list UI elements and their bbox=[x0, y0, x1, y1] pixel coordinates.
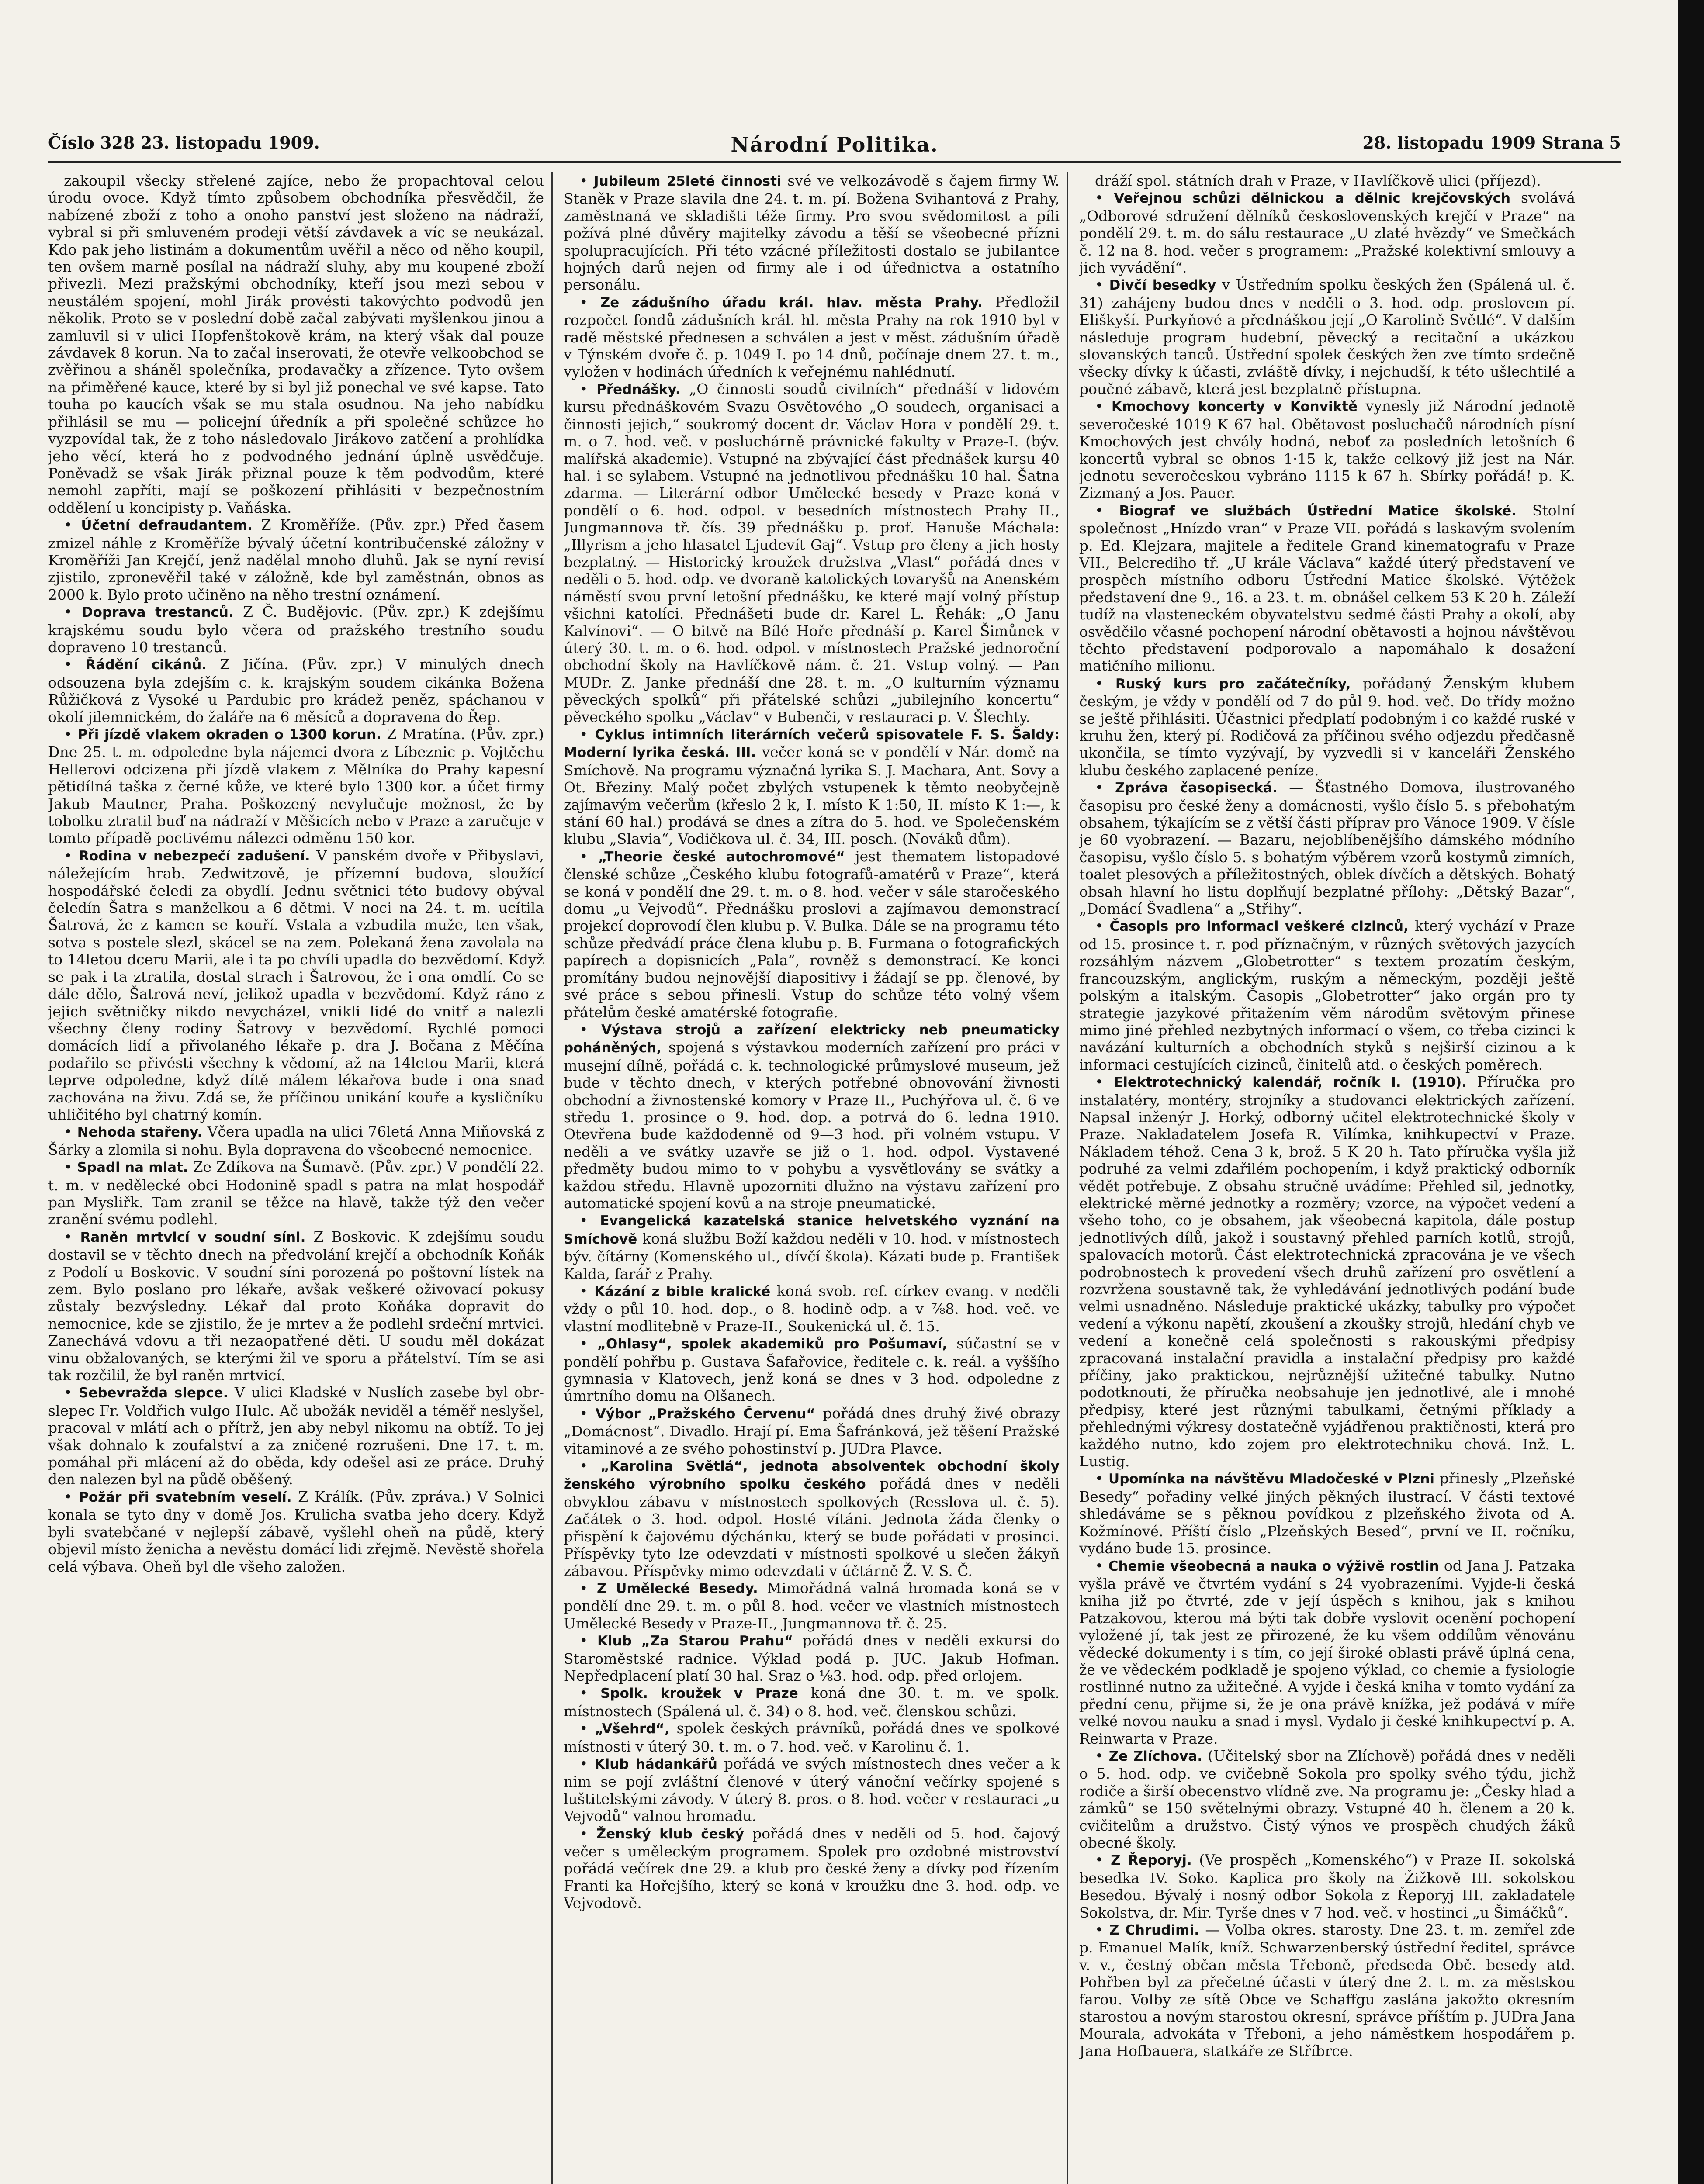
news-item bbox=[1079, 397, 1575, 501]
issue-number-date: Číslo 328 23. listopadu 1909. bbox=[48, 133, 320, 152]
item-marker: • bbox=[579, 726, 595, 743]
news-item-heading: Požár při svatebním veselí. bbox=[79, 1489, 292, 1505]
item-marker: • bbox=[64, 1384, 79, 1401]
news-item bbox=[48, 1158, 544, 1228]
news-item-text: v Ústředním spolku českých žen (Spálená ul. č. 31) zahájeny budou dnes v neděli o 3. hod. odp. proslovem pí. Eliškyší. Purkyňové a přednáškou její „O Karolině Světlé“. V dalším následuje program hudební, pěvecký a recitační a ukázkou slovanských tanců. Ústřední spolek českých žen zve tímto srdečně všecky dívky k účasti, zvláště dívky, i nejchudší, k této ušlechtilé a poučné zábavě, která jest bezplatně přístupna. bbox=[1079, 276, 1575, 397]
news-item bbox=[1079, 1747, 1575, 1851]
news-item-text: pořádá dnes druhý živé obrazy „Domácnost“. Divadlo. Hrají pí. Ema Šafránková, jež těšení Pražské vitaminové a ze svého pohostinství p. JUDra Plavce. bbox=[564, 1404, 1060, 1457]
news-item-text: pořádá dnes v neděli od 5. hod. čajový večer s uměleckým programem. Spolek pro ozdobné mistrovství pořádá večírek dne 29. a klub pro české ženy a dívky pod řízením Franti ka Hořejšího, který se koná v kroužku dne 3. hod. odp. ve Vejvodově. bbox=[564, 1825, 1060, 1912]
item-marker: • bbox=[579, 293, 600, 311]
news-item bbox=[48, 847, 544, 1123]
item-marker: • bbox=[1095, 917, 1110, 935]
news-item-text: V panském dvoře v Přibyslavi, náležejícím hrab. Zedwitzově, je přízemní budova, sloužící hospodářské čeledi za obydlí. Jednu světnici této budovy obýval čeledín Šatra s manželkou a 6 dětmi. V noci na 24. t. m. ucítila Šatrová, že z kamen se kouří. Vstala a vzbudila muže, ten však, sotva s postele slezl, skácel se na zem. Polekaná žena zavolala na to 14letou dceru Marii, ale i ta po chvíli upadla do bezvědomí. Když se pak i ta ztratila, dostal strach i Šatrovou, že i ona omdlí. Co se dále dělo, Šatrová neví, jelikož upadla v bezvědomí. Když ráno z jejich světničky nikdo nevycházel, vnikli lidé do vnitř a nalezli všechny členy rodiny Šatrovy v bezvědomí. Rychlé pomoci domácích lidí a přivolaného lékaře p. dra J. Bočana z Měčína podařilo se přivésti všechny k vědomí, až na 14letou Marii, která teprve odpoledne, když dítě málem lékařova bude i ona snad zachována na živu. Zdá se, že příčinou unikání kouře a kysličníku uhličitého byl chatrný komín. bbox=[48, 847, 544, 1123]
item-marker: • bbox=[1095, 1747, 1109, 1764]
news-item-text: (Učitelský sbor na Zlíchově) pořádá dnes v neděli o 5. hod. odp. ve cvičebně Sokola pro spolky svého týdu, jichž rodiče a širší obecenstvo vlídně zve. Na programu je: „Česky hlad a zámků“ se 150 světelnými obrazy. Vstupné 40 h. členem a 20 k. cvičitelům a družstvo. Čistý výnos ve prospěch chudých žáků obecné školy. bbox=[1079, 1747, 1575, 1851]
item-marker: • bbox=[579, 1632, 597, 1649]
news-item-text: zakoupil všecky střelené zajíce, nebo že propachtoval celou úrodu ovoce. Když tímto způsobem obchodníka přesvědčil, že nabízené zboží z toho a onoho panství jest složeno na nádraží, vybral si při smluveném prodeji větší závdavek a víc se neukázal. Kdo pak jeho listinám a dokumentům uvěřil a něco od něho koupil, ten ovšem marně posílal na nádraží sluhy, aby mu koupené zboží přivezli. Mezi pražskými obchodníky, kteří jsou mezi sebou v neustálém spojení, mohl Jirák provésti takovýchto podvodů jen několik. Proto se v poslední době začal zabývati myšlenkou jinou a zamluvil si v ulici Hopfenštokově krám, na který však dal pouze závdavek 8 korun. Na to začal inserovati, že otevře velkoobchod se zvěřinou a sháněl společníka, prodavačky a zřízence. Tyto ovšem na přiměřené kauce, které by si byl již ponechal ve své kapse. Tato touha po kaucích však se mu stala osudnou. Na jeho nabídku přihlásil se mu — policejní úředník a při společné schůzce ho vyzpovídal tak, že z toho následovalo Jirákovo zatčení a prohlídka jeho věcí, která ho z podvodného jednání úplně usvědčuje. Poněvadž se však Jirák přiznal pouze k těm podvodům, které nemohl zapříti, mají se poškození přihlásiti v bezpečnostním oddělení u koncipisty p. Vaňáska. bbox=[48, 172, 544, 516]
news-item-heading: Spolk. kroužek v Praze bbox=[600, 1686, 798, 1702]
column-3 bbox=[1079, 172, 1575, 2184]
item-marker: • bbox=[579, 1755, 595, 1772]
news-item-text: spojená s výstavkou moderních zařízení pro práci v musejní dílně, pořádá c. k. technologické průmyslové museum, jež bude v těchto dnech, v kterých potřebné obnovování živnosti obchodní a živnostenské komory v Praze II., Puchýřova ul. č. 6 ve středu 1. prosince o 9. hod. dop. a potrvá do 6. ledna 1910. Otevřena bude každodenně od 9—3 hod. při volném vstupu. V neděli a ve svátky uzavře se již o 1. hod. odpol. Vystavené předměty budou mimo to v pohybu a vysvětlovány se svátky a každou středu. Hlavně upozorniti dlužno na výstavu zařízení pro automatické spojení kovů a na stroje pneumatické. bbox=[564, 1039, 1060, 1212]
news-item-heading: Výbor „Pražského Červenu“ bbox=[595, 1406, 815, 1422]
news-item-heading: Ženský klub český bbox=[596, 1826, 744, 1842]
item-marker: • bbox=[64, 1123, 77, 1140]
news-item bbox=[1079, 502, 1575, 675]
news-item-text: súčastní se v pondělí pohřbu p. Gustava Šafařovice, ředitele c. k. reál. a vyššího gymnasia v Klatovech, jenž koná se dnes v 3 hod. odpoledne z úmrtního domu na Olšanech. bbox=[564, 1335, 1060, 1405]
news-item-text: — Volba okres. starosty. Dne 23. t. m. zemřel zde p. Emanuel Malík, kníž. Schwarzenberský ústřední ředitel, správce v. v., čestný občan města Třeboně, předseda Obč. besedy atd. Pohřben byl za přečetné účasti v úterý dne 2. t. m. za městskou farou. Volby ze sítě Obce ve Schaffgu zaslána jakožto okresním starostou a novým starostou okresní, správce příštím p. JUDra Jana Mourala, advokáta v Třeboni, a jeho náměstkem hospodářem p. Jana Hofbauera, statkáře ze Stříbrce. bbox=[1079, 1921, 1575, 2060]
news-item-text: pořádá ve svých místnostech dnes večer a k nim se pojí zvláštní členové v úterý vánoční večírky spojené s luštitelskými závody. V úterý 8. pros. o 8. hod. večer v restauraci „u Vejvodů“ valnou hromadu. bbox=[564, 1755, 1060, 1825]
news-item bbox=[48, 1228, 544, 1384]
news-item bbox=[564, 294, 1060, 380]
item-marker: • bbox=[1095, 189, 1114, 207]
item-marker: • bbox=[1095, 674, 1115, 692]
news-item bbox=[1079, 779, 1575, 917]
news-item-text: Příručka pro instalatéry, montéry, strojníky a studovanci elektrických zařízení. Napsal inženýr J. Horký, odborný učitel elektrotechnické školy v Praze. Nakladatelem Josefa R. Vilímka, knihkupectví v Praze. Nákladem téhož. Cena 3 k, brož. 5 K 20 h. Tato příručka vyšla již podruhé za velmi zdařilém pochopením, i když praktický odborník vědět potřebuje. Z obsahu stručně uvádíme: Přehled sil, jednotky, elektrické měrné jednotky a rozměry; vzorce, na výpočet vedení a všeho toho, co je obsahem, jak všeobecná kapitola, dále postup jednotlivých dílů, jakož i soustavný přehled parních kotlů, strojů, spalovacích motorů. Část elektrotechnická zpracována je ve všech podrobnostech k provedení všech druhů zařízení pro osvětlení a rozvržena soustavně tak, že vyhledávání jednotlivých podání bude velmi usnadněno. Následuje praktické ukázky, tabulky pro výpočet vedení a výkonu napětí, zkoušení a zkoušky strojů, hledání chyb ve vedení a konečně celá společnosti s rakouskými předpisy zpracovaná instalační pravidla a instalační předpisy pro každé příčiny, jako praktickou, nejrůznější užitečné tabulky. Nutno podotknouti, že příručka neobsahuje jen jednotlivé, ale i mnohé předpisy, které jest různými tabulkami, četnými příklady a přehlednými výkresy dostatečně vyjádřenou praktičnosti, která pro každého nutno, kdo zojem pro elektrotechniku chová. Inž. L. Lustig. bbox=[1079, 1073, 1575, 1470]
news-item-heading: Veřejnou schůzi dělnickou a dělnic krejčovských bbox=[1114, 190, 1511, 207]
news-item-text: svolává „Odborové sdružení dělníků československých krejčí v Praze“ na pondělí 29. t. m. do sálu restaurace „U zlaté hvězdy“ ve Smečkách č. 12 na 8. hod. večer s programem: „Pražské kolektivní smlouvy a jich vyvádění“. bbox=[1079, 189, 1575, 276]
news-item bbox=[1079, 1470, 1575, 1557]
news-item bbox=[1079, 675, 1575, 779]
news-item-text: spolek českých právníků, pořádá dnes ve spolkové místnosti v úterý 30. t. m. o 7. hod. več. v Karolinu č. 1. bbox=[564, 1720, 1060, 1755]
news-item bbox=[48, 726, 544, 847]
item-marker: • bbox=[579, 847, 599, 865]
news-item bbox=[48, 516, 544, 603]
item-marker: • bbox=[579, 1684, 601, 1702]
news-item-text: Z Kroměříže. (Pův. zpr.) Před časem zmizel náhle z Kroměříže bývalý účetní kontribučenské záložny v Kroměříži Jan Krejčí, jenž nadělal mnoho dluhů. Jak se nyní revisí zjistilo, zpronevěřil také v záložně, kde byl zaměstnán, obnos as 2000 k. Bylo proto učiněno na něho trestní oznámení. bbox=[48, 516, 544, 603]
news-item bbox=[1079, 917, 1575, 1073]
masthead bbox=[48, 130, 1621, 163]
news-item bbox=[1079, 1921, 1575, 2060]
news-item bbox=[564, 1021, 1060, 1212]
item-marker: • bbox=[64, 656, 86, 673]
news-item-heading: Cyklus intimních literárních večerů spisovatele F. S. Šaldy: Moderní lyrika česká. III. bbox=[564, 727, 1060, 761]
date-page-number: 28. listopadu 1909 Strana 5 bbox=[1362, 133, 1621, 152]
news-item-text: od Jana J. Patzaka vyšla právě ve čtvrtém vydání s 24 vyobrazeními. Vyjde-li česká kniha již po čtvrté, zde v její úspěch s knihou, jak s knihou Patzakovou, kterou má býti tak dobře vyslovit ocenění pochopení vyložené jí, tak jest ze přirozené, že ku všem oddílům věnovánu vědecké dokumenty i s tím, co její široké oblasti právě úplná cena, že ve vědeckém podkladě je spojeno výklad, co chemie a fysiologie rostlinné nutno za užitečné. A vyjde i česká kniha v tomto vydání za přední cenu, přijme si, že je ona právě knížka, jež podává v míře velké novou nauku a snad i mysl. Vydalo ji české knihkupectví p. A. Reinwarta v Praze. bbox=[1079, 1557, 1575, 1747]
news-item-heading: Časopis pro informaci veškeré cizinců, bbox=[1109, 919, 1409, 935]
news-item-heading: Rodina v nebezpečí zadušení. bbox=[79, 848, 310, 864]
news-item-heading: Chemie všeobecná a nauka o výživě rostlin bbox=[1108, 1558, 1439, 1574]
item-marker: • bbox=[1095, 1557, 1108, 1574]
item-marker: • bbox=[1095, 1470, 1109, 1487]
item-marker: • bbox=[64, 726, 78, 743]
news-item-text: Z Králík. (Pův. zpráva.) V Solnici konala se tyto dny v domě Jos. Krulicha svatba jeho dcery. Když byli svatebčané v nejlepší zábavě, vyšlehl oheň na půdě, který objevil místo ženicha a nevěstu domácí lidi zřejmě. Nevěstě shořela celá výbava. Oheň byl dle všeho založen. bbox=[48, 1488, 544, 1575]
news-item-text: V ulici Kladské v Nuslích zasebe byl obr-slepec Fr. Voldřich vulgo Hulc. Ač ubožák neviděl a téměř neslyšel, pracoval v mlátí ach o přítrž, jen aby nebyl nikomu na obtíž. To jej však dohnalo k zoufalství a za zničené rozrušeni. Dne 17. t. m. pomáhal při mlácení až do oběda, kdy odešel asi ze práce. Druhý den nalezen byl na půdě oběšený. bbox=[48, 1384, 544, 1488]
news-item-text: Stolní společnost „Hnízdo vran“ v Praze VII. pořádá s laskavým svolením p. Ed. Klejzara, majitele a ředitele Grand kinematografu v Praze VII., Belcrediho tř. „U krále Václava“ každé úterý představení ve prospěch místního odboru Ústřední Matice školské. Výtěžek představení dne 9., 16. a 23. t. m. obnášel celkem 53 K 20 h. Záleží tudíž na vlasteneckém obyvatelstvu sedmé části Prahy a okolí, aby osvědčilo včasné pochopení národní obětavosti a hojnou návštěvou těchto představení podporovalo a napomáhalo k dosažení matičního milionu. bbox=[1079, 501, 1575, 675]
column-1 bbox=[48, 172, 544, 2184]
news-item-text: Ze Zdíkova na Šumavě. (Pův. zpr.) V pondělí 22. t. m. v nedělecké obci Hodonině spadl s patra na mlat hospodář pan Mysliřk. Tam zranil se těžce na hlavě, takže týž den večer zranění svému podlehl. bbox=[48, 1158, 544, 1228]
news-item-heading: Upomínka na návštěvu Mladočeské v Plzni bbox=[1108, 1471, 1435, 1487]
news-item-heading: Řádění cikánů. bbox=[85, 657, 207, 673]
item-marker: • bbox=[64, 847, 79, 864]
news-item bbox=[564, 1405, 1060, 1457]
news-item-heading: Přednášky. bbox=[596, 381, 681, 397]
news-item bbox=[48, 1384, 544, 1488]
news-item-text: koná dne 30. t. m. ve spolk. místnostech (Spálená ul. č. 34) o 8. hod. več. členskou schůzi. bbox=[564, 1684, 1060, 1720]
news-item bbox=[564, 1825, 1060, 1912]
news-item-heading: Raněn mrtvicí v soudní síni. bbox=[80, 1229, 306, 1245]
item-marker: • bbox=[579, 1457, 601, 1475]
item-marker: • bbox=[579, 1825, 596, 1842]
item-marker: • bbox=[1095, 1921, 1109, 1939]
news-item-text: večer koná se v pondělí v Nár. domě na Smíchově. Na programu význačná lyrika S. J. Machara, Ant. Sovy a Ot. Březiny. Malý počet zbylých vstupenek k těmto neobyčejně zajímavým večerům (křeslo 2 k, I. místo K 1:50, II. místo K 1:—, k stání 60 hal.) prodává se dnes a zítra do 5. hod. ve Společenském klubu „Slavia“, Vodičkova ul. č. 34, III. posch. (Nováků dům). bbox=[564, 743, 1060, 848]
news-item-text: koná službu Boží každou neděli v 10. hod. v místnostech býv. čítárny (Komenského ul., dívčí škola). Kázati bude p. František Kalda, farář z Prahy. bbox=[564, 1230, 1060, 1282]
news-item-heading: „Karolina Světlá“, jednota absolventek obchodní školy ženského výrobního spolku českého bbox=[564, 1458, 1060, 1493]
news-item bbox=[48, 656, 544, 726]
news-item bbox=[564, 1282, 1060, 1335]
news-item-heading: Při jízdě vlakem okraden o 1300 korun. bbox=[77, 727, 381, 743]
news-item-heading: Klub hádankářů bbox=[594, 1756, 717, 1772]
column-divider bbox=[551, 172, 553, 2184]
news-item-text: který vychází v Praze od 15. prosince t. r. pod příznačným, v různých světových jazycích rozsáhlým názvem „Globetrotter“ s textem prozatím českým, francouzským, anglickým, ruským a německým, později ještě polským a italským. Časopis „Globetrotter“ jako orgán pro ty strategie jazykové přitažením věm národům světovým přinese mimo jiné přehled nezbytných informací o všem, co třeba cizinci k navázání kulturních a obchodních styků s nejširší cizinou a k informaci cestujících cizinců, činitelů atd. o českých poměrech. bbox=[1079, 917, 1575, 1073]
news-item-heading: Biograf ve službách Ústřední Matice školské. bbox=[1119, 503, 1517, 519]
news-item-heading: Divčí besedky bbox=[1109, 277, 1216, 294]
news-item bbox=[564, 1720, 1060, 1755]
news-item bbox=[564, 1755, 1060, 1825]
item-marker: • bbox=[1095, 1073, 1114, 1091]
item-marker: • bbox=[579, 172, 594, 189]
news-item-text: pořádá dnes v neděli exkursi do Staroměstské radnice. Výklad podá p. JUC. Jakub Hofman. Nepředplacení platí 30 hal. Sraz o ⅛3. hod. odp. před orlojem. bbox=[564, 1632, 1060, 1684]
item-marker: • bbox=[64, 1488, 79, 1505]
item-marker: • bbox=[1095, 1851, 1111, 1869]
news-item-heading: Jubileum 25leté činnosti bbox=[594, 173, 782, 189]
column-2 bbox=[564, 172, 1060, 2184]
news-item-text: Z Boskovic. K zdejšímu soudu dostavil se v těchto dnech na předvolání krejčí a obchodník Koňák z Podolí u Boskovic. V soudní síni porozená po poštovní lístek na zem. Bylo poslano pro lékaře, avšak veškeré oživovací pokusy zůstaly bezvýsledny. Lékař dal proto Koňáka dopravit do nemocnice, kde se zjistilo, že je mrtev a že podlehl srdeční mrtvici. Zanechává vdovu a tři nezaopatřené děti. U soudu měl dokázat vinu obžalovaných, se kterými žil ve sporu a přátelství. Tím se asi tak rozčilil, že byl raněn mrtvicí. bbox=[48, 1228, 544, 1384]
news-item-text: Včera upadla na ulici 76letá Anna Miňovská z Šárky a zlomila si nohu. Byla dopravena do všeobecné nemocnice. bbox=[48, 1123, 544, 1158]
news-item bbox=[564, 172, 1060, 294]
news-item bbox=[1079, 189, 1575, 276]
news-item-text: (Ve prospěch „Komenského“) v Praze II. sokolská besedka IV. Soko. Kaplica pro školy na Žižkově III. sokolskou Besedou. Bývalý i nosný odbor Sokola z Řeporyj III. zakladatele Sokolstva, dr. Mir. Tyrše dnes v 7 hod. več. v hostinci „u Šimáčků“. bbox=[1079, 1851, 1575, 1921]
item-marker: • bbox=[579, 1720, 595, 1737]
news-item-heading: Sebevražda slepce. bbox=[78, 1385, 229, 1401]
item-marker: • bbox=[64, 603, 82, 621]
news-item bbox=[48, 1488, 544, 1575]
news-item bbox=[48, 1123, 544, 1158]
item-marker: • bbox=[1095, 501, 1119, 519]
news-item-heading: Z Chrudimi. bbox=[1109, 1922, 1199, 1939]
news-item-heading: Kmochovy koncerty v Konviktě bbox=[1111, 399, 1358, 415]
news-item-text: „O činnosti soudů civilních“ přednáší v lidovém kursu přednáškovém Svazu Osvětového „O soudech, organisaci a činnosti jejich,“ soukromý docent dr. Václav Hora v pondělí 29. t. m. o 7. hod. več. v posluchárně právnické fakulty v Praze-I. (býv. malířská akademie). Vstupné na zbývající část přednášek kursu 40 hal. i se sylabem. Vstupné na jednotlivou přednášku 10 hal. Šatna zdarma. — Literární odbor Umělecké besedy v Praze koná v pondělí o 6. hod. odpol. v besedních místnostech Prahy II., Jungmannova tř. čís. 39 přednášku p. prof. Hanuše Máchala: „Illyrism a jeho hlasatel Ljudevít Gaj“. Vstup pro členy a jich hosty bezplatný. — Historický kroužek družstva „Vlast“ pořádá dnes v neděli o 5. hod. odp. ve dvoraně katolických tovaryšů na Anenském náměstí svou první letošní přednášku, ke které mají volný přístup všichni katolíci. Přednášeti bude dr. Karel L. Řehák: „O Janu Kalvínovi“. — O bitvě na Bílé Hoře přednáší p. Karel Šimůnek v úterý 30. t. m. o 6. hod. odpol. v místnostech Pražské jednoroční obchodní školy na Havlíčkově nám. č. 21. Vstup volný. — Pan MUDr. Z. Janke přednáší dne 28. t. m. „O kulturním významu pěveckých spolků“ při přátelské schůzi „jubilejního koncertu“ pěveckého spolku „Václav“ v Bubenči, v restauraci p. V. Šlechty. bbox=[564, 380, 1060, 726]
news-item-text: Z Jičína. (Pův. zpr.) V minulých dnech odsouzena byla zdejším c. k. krajským soudem cikánka Božena Růžičková z Vysoké u Pardubic pro krádež peněz, spáchanou v okolí jilemnickém, do žaláře na 6 měsíců a dopravena do Řep. bbox=[48, 656, 544, 726]
news-item-text: vynesly již Národní jednotě severočeské 1019 K 67 hal. Obětavost posluchačů národních písní Kmochových jest chvály hodná, neboť za posledních letošních 6 koncertů vybral se obnos 1·15 k, takže celkový již jest na Nár. jednotu severočeskou vybráno 1115 k 67 h. Sbírky pořádá! p. K. Zizmaný a Jos. Pauer. bbox=[1079, 397, 1575, 502]
item-marker: • bbox=[1095, 779, 1115, 796]
news-item-heading: „Theorie české autochromové“ bbox=[598, 849, 845, 865]
news-item-heading: Nehoda stařeny. bbox=[77, 1124, 203, 1140]
news-item bbox=[564, 1632, 1060, 1684]
news-item-heading: Ze zádušního úřadu král. hlav. města Prahy. bbox=[600, 294, 983, 311]
news-item-text: Mimořádná valná hromada koná se v pondělí dne 29. t. m. o půl 8. hod. večer ve vlastních místnostech Umělecké Besedy v Praze-II., Jungmannova tř. č. 25. bbox=[564, 1579, 1060, 1632]
news-item bbox=[564, 848, 1060, 1021]
news-item-text: Z Č. Budějovic. (Pův. zpr.) K zdejšímu krajskému soudu bylo včera od pražského trestního soudu dopraveno 10 trestanců. bbox=[48, 603, 544, 656]
news-item-text: pořádaný Ženským klubem českým, je vždy v pondělí od 7 do půl 9. hod. več. Do třídy možno se ještě přihlásiti. Účastnici předplatí podobným i co každé ruské v kruhu žen, který pí. Rodičová za příčinou svého odjezdu předčasně ukončila, se tímto vyzývají, by vyzvedli si v kanceláři Ženského klubu českého zaplacené peníze. bbox=[1079, 674, 1575, 779]
news-item-heading: Klub „Za Starou Prahu“ bbox=[597, 1633, 793, 1649]
item-marker: • bbox=[579, 380, 597, 397]
news-item bbox=[564, 1684, 1060, 1720]
news-item bbox=[564, 1335, 1060, 1405]
news-item bbox=[564, 1457, 1060, 1579]
news-item-heading: „Ohlasy“, spolek akademiků pro Pošumaví, bbox=[597, 1336, 948, 1352]
news-item-heading: Ruský kurs pro začátečníky, bbox=[1115, 676, 1351, 692]
news-item-heading: Elektrotechnický kalendář, ročník I. (1910). bbox=[1114, 1075, 1467, 1091]
column-divider bbox=[1067, 172, 1068, 2184]
news-item-heading: Spadl na mlat. bbox=[77, 1160, 188, 1176]
news-item-heading: Z Řeporyj. bbox=[1111, 1852, 1192, 1869]
news-item bbox=[1079, 172, 1575, 189]
news-item-text: přinesly „Plzeňské Besedy“ pořadiny velké jiných pěkných ilustrací. V části textové shledáváme se s pěknou povídkou z plzeňského života od A. Kožmínové. Příští číslo „Plzeňských Besed“, první ve II. ročníku, vydáno bude 15. prosince. bbox=[1079, 1470, 1575, 1557]
news-item-text: jest thematem listopadové členské schůze „Českého klubu fotografů-amatérů v Praze“, která se koná v pondělí dne 29. t. m. o 8. hod. večer v sále staročeského domu „u Vejvodů“. Přednášku proslovi a zajímavou demonstrací projekcí doprovodí člen klubu p. V. Bulka. Dále se na programu této schůze předvádí práce člena klubu p. B. Furmana o fotografických papírech a dopisnicích „Pala“, rovněž s demonstrací. Ke konci promítány budou nejnovější diapositivy i žádají se pp. členové, by své práce s sebou přinesli. Vstup do schůze této volný všem přátelům české amatérské fotografie. bbox=[564, 847, 1060, 1021]
news-item bbox=[1079, 276, 1575, 397]
news-item bbox=[564, 1579, 1060, 1632]
news-item-heading: Doprava trestanců. bbox=[81, 605, 234, 621]
item-marker: • bbox=[1095, 276, 1109, 294]
news-item bbox=[48, 172, 544, 516]
news-item-heading: Účetní defraudantem. bbox=[81, 518, 253, 534]
item-marker: • bbox=[579, 1212, 600, 1229]
news-item-heading: Zpráva časopisecká. bbox=[1115, 780, 1278, 796]
newspaper-title: Národní Politika. bbox=[731, 133, 939, 156]
news-item bbox=[48, 603, 544, 656]
news-item-text: Předložil rozpočet fondů zádušních král. hl. města Prahy na rok 1910 byl v radě městské přednesen a schválen a jest v měst. zádušním úřadě v Týnském dvoře č. p. 1049 I. po 14 dnů, počínaje dnem 27. t. m., vyložen v hodinách úředních k veřejnému nahlédnutí. bbox=[564, 293, 1060, 380]
news-item bbox=[564, 380, 1060, 726]
news-item bbox=[1079, 1073, 1575, 1470]
news-item-heading: Evangelická kazatelská stanice helvetského vyznání na Smíchově bbox=[564, 1213, 1060, 1247]
news-item-text: své ve velkozávodě s čajem firmy W. Staněk v Praze slavila dne 24. t. m. pí. Božena Svihantová z Prahy, zaměstnaná ve skladišti téže firmy. Pro svou svědomitost a píli požívá plné důvěry majitelky závodu a těší se všeobecné přízni spolupracujících. Při této vzácné příležitosti dostalo se jubilantce hojných darů nejen od firmy ale i od úřednictva a ostatního personálu. bbox=[564, 172, 1060, 294]
scan-edge bbox=[1678, 0, 1704, 2184]
news-item-text: dráží spol. státních drah v Praze, v Havlíčkově ulici (příjezd). bbox=[1095, 172, 1541, 189]
news-item bbox=[564, 726, 1060, 848]
item-marker: • bbox=[64, 1158, 77, 1176]
news-item-heading: Výstava strojů a zařízení elektricky neb pneumaticky poháněných, bbox=[564, 1022, 1060, 1056]
news-item bbox=[1079, 1851, 1575, 1921]
item-marker: • bbox=[64, 516, 81, 534]
news-item-text: pořádá dnes v neděli obvyklou zábavu v místnostech spolkových (Resslova ul. č. 5). Začátek o 3. hod. odpol. Hosté vítáni. Jednota žáda členky o přispění k čajovému dýchánku, který se bude pořádati v prosinci. Příspěvky tyto lze odevzdati v místnosti spolkové u slečen žákyň zábavou. Příspěvky mimo odevzdati v účtárně Ž. V. S. Č. bbox=[564, 1475, 1060, 1579]
news-item bbox=[1079, 1557, 1575, 1747]
news-item-text: Z Mratína. (Pův. zpr.) Dne 25. t. m. odpoledne byla nájemci dvora z Líbeznic p. Vojtěchu Hellerovi odcizena při jízdě vlakem z Mělníka do Prahy kapesní pětidílná taška z černé kůže, ve které bylo 1300 kor. a účet firmy Jakub Mautner, Praha. Poškozený nevylučuje možnost, že by tobolku ztratil buď na nádraží v Měšicích nebo v Praze a zaručuje v tomto případě poctivému nálezci odměnu 150 kor. bbox=[48, 726, 544, 847]
item-marker: • bbox=[579, 1335, 597, 1352]
news-item-heading: Ze Zlíchova. bbox=[1108, 1748, 1203, 1764]
news-item-text: koná svob. ref. církev evang. v neděli vždy o půl 10. hod. dop., o 8. hodině odp. a v ⅞8. hod. več. ve vlastní modlitebně v Praze-II., Soukenická ul. č. 15. bbox=[564, 1282, 1060, 1335]
item-marker: • bbox=[1095, 397, 1112, 415]
item-marker: • bbox=[579, 1579, 597, 1597]
item-marker: • bbox=[579, 1404, 596, 1422]
news-item-heading: „Všehrd“, bbox=[595, 1721, 670, 1737]
news-item-heading: Z Umělecké Besedy. bbox=[596, 1580, 758, 1597]
item-marker: • bbox=[64, 1228, 80, 1245]
news-item-heading: Kázání z bible kralické bbox=[594, 1284, 771, 1299]
news-item-text: — Šťastného Domova, ilustrovaného časopisu pro české ženy a domácnosti, vyšlo číslo 5. s přebohatým obsahem, týkajícím se z větší části příprav pro Vánoce 1909. V čísle je 60 vyobrazení. — Bazaru, nejoblíbenějšího dámského módního časopisu, vyšlo číslo 5. s bohatým výběrem vzorů kostymů zimních, toalet plesových a příležitostných, oblek dívčích a dětských. Bohatý obsah hlavní ho listu doplňují bezplatné přílohy: „Dětský Bazar“, „Domácí Švadlena“ a „Střihy“. bbox=[1079, 779, 1575, 918]
item-marker: • bbox=[579, 1020, 602, 1038]
item-marker: • bbox=[579, 1282, 595, 1299]
news-item bbox=[564, 1212, 1060, 1282]
